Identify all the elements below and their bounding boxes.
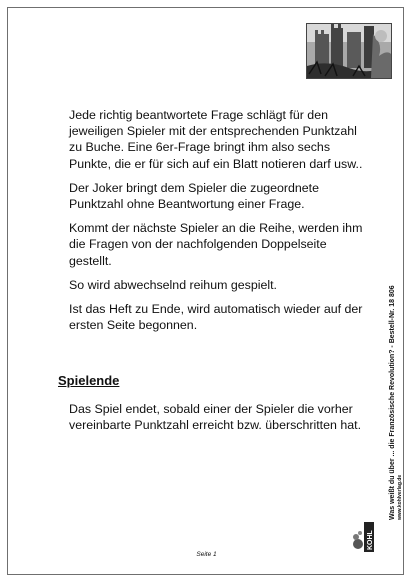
paragraph-rotation: So wird abwechselnd reihum gespielt.	[69, 277, 277, 292]
paragraph-restart: Ist das Heft zu Ende, wird automatisch wieder auf der ersten Seite begonnen.	[69, 302, 363, 333]
paragraph-joker: Der Joker bringt dem Spieler die zugeordnete Punktzahl ohne Beantwortung einer Frage.	[69, 180, 320, 212]
paragraph-next-player: Kommt der nächste Spieler an die Reihe, werden ihm die Fragen von der nachfolgenden Doppelseite gestellt.	[69, 221, 363, 268]
paragraph-scoring: Jede richtig beantwortete Frage schlägt für den jeweiligen Spieler mit der entsprechenden Punktzahl zu Buche. Eine 6er-Frage bringt ihm also sechs Punkte, die er für sich auf ein Blatt notieren darf usw..	[69, 108, 363, 171]
logo-text: KOHL	[367, 530, 374, 550]
rules-text	[69, 107, 371, 341]
header-illustration	[306, 23, 392, 79]
side-title: Was weißt du über ... die Französische Revolution? - Bestell-Nr. 18 806	[389, 285, 396, 520]
section-heading: Spielende	[58, 373, 120, 388]
publisher-logo	[350, 498, 380, 554]
paragraph-game-end: Das Spiel endet, sobald einer der Spieler die vorher vereinbarte Punktzahl erreicht bzw. überschritten hat.	[69, 402, 362, 433]
page-number: Seite 1	[196, 551, 217, 558]
publisher-url: www.kohlverlag.de	[397, 474, 403, 520]
